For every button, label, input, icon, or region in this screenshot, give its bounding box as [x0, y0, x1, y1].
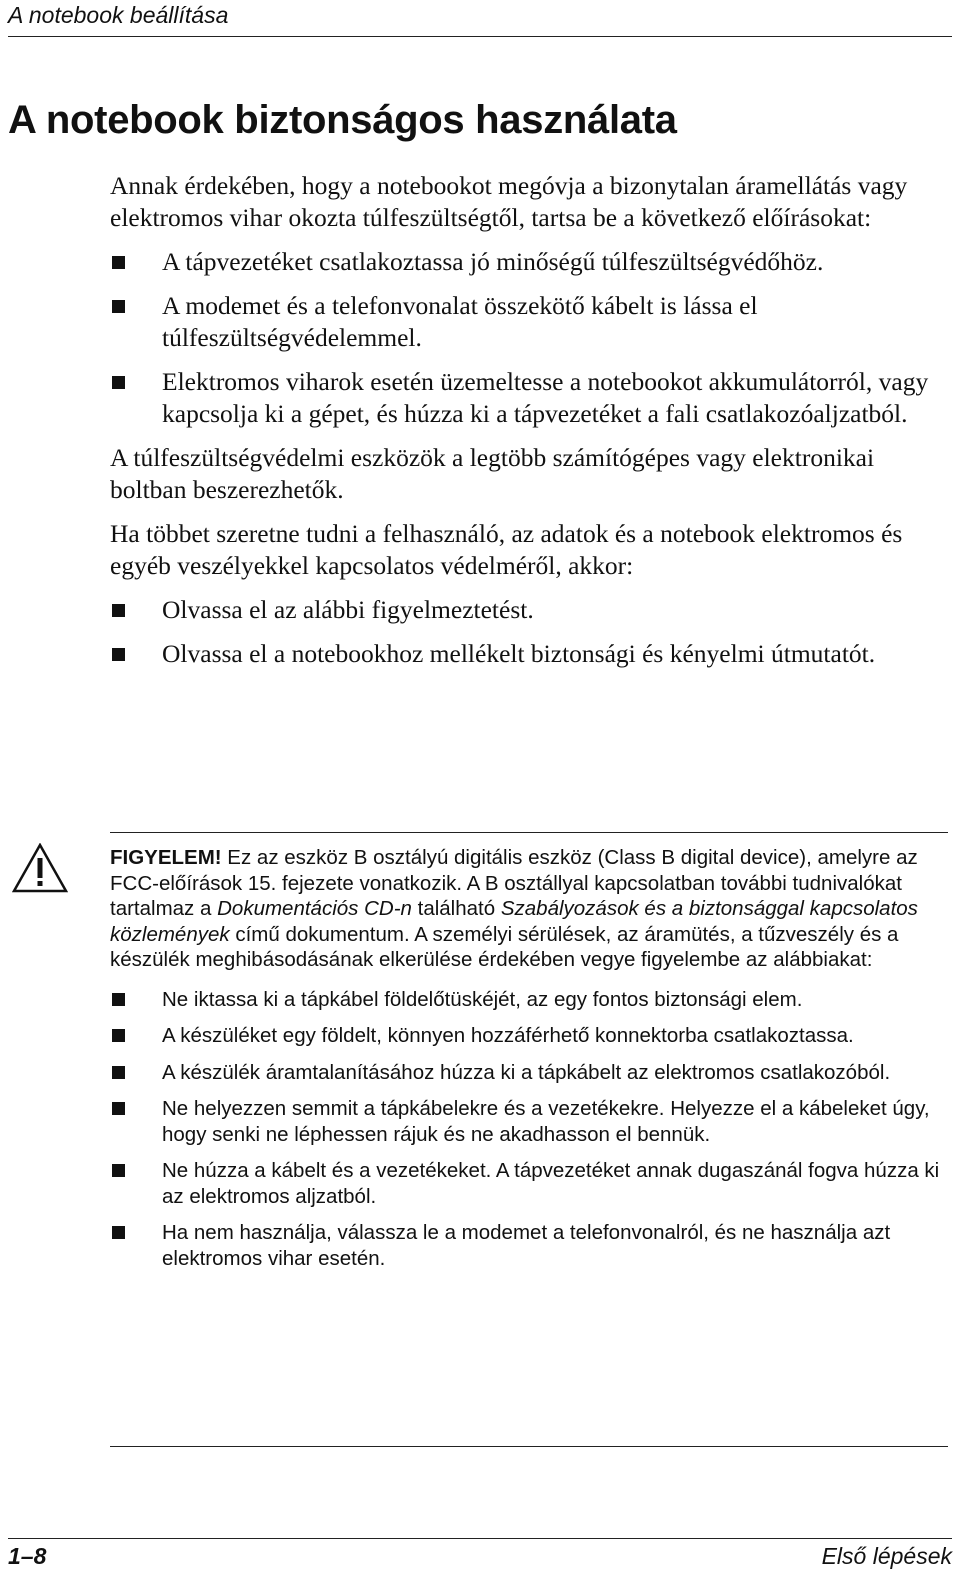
chapter-title: Első lépések — [821, 1543, 952, 1569]
intro-paragraph: Annak érdekében, hogy a notebookot megóvja a bizonytalan áramellátás vagy elektromos vihar okozta túlfeszültségtől, tartsa be a következő előírásokat: — [110, 171, 908, 232]
list-item: Elektromos viharok esetén üzemeltesse a notebookot akkumulátorról, vagy kapcsolja ki a gépet, és húzza ki a tápvezetéket a fali csatlakozóaljzatból. — [110, 366, 930, 430]
bullet-square-icon — [112, 1066, 125, 1079]
warning-bottom-rule — [110, 1446, 948, 1447]
bullet-square-icon — [112, 993, 125, 1006]
bullet-square-icon — [112, 648, 125, 661]
page-header — [8, 0, 952, 37]
main-body — [110, 170, 930, 682]
surge-protector-paragraph: A túlfeszültségvédelmi eszközök a legtöbb számítógépes vagy elektronikai boltban beszerezhetők. — [110, 443, 875, 504]
warning-top-rule — [110, 832, 948, 833]
list-item: A modemet és a telefonvonalat összekötő kábelt is lássa el túlfeszültségvédelemmel. — [110, 290, 930, 354]
bullet-square-icon — [112, 604, 125, 617]
warning-paragraph: FIGYELEM! Ez az eszköz B osztályú digitális eszköz (Class B digital device), amelyre az FCC-előírások 15. fejezete vonatkozik. A B osztállyal kapcsolatban további tudnivalókat tartalmaz a Dokumentációs CD-n található Szabályozások és a biztonsággal kapcsolatos közlemények című dokumentum. A személyi sérülések, az áramütés, a tűzveszély és a készülék meghibásodásának elkerülése érdekében vegye figyelembe az alábbiakat: — [110, 846, 918, 971]
running-head: A notebook beállítása — [8, 2, 229, 28]
bullet-square-icon — [112, 1226, 125, 1239]
doc-cd-reference: Dokumentációs CD-n — [217, 897, 412, 920]
warning-triangle-icon — [12, 843, 68, 893]
more-info-paragraph: Ha többet szeretne tudni a felhasználó, az adatok és a notebook elektromos és egyéb veszélyekkel kapcsolatos védelméről, akkor: — [110, 519, 903, 580]
regulatory-notices-reference: Szabályozások és a biztonsággal kapcsolatos közlemények — [110, 897, 918, 946]
list-item: A készülék áramtalanításához húzza ki a tápkábelt az elektromos csatlakozóból. — [110, 1060, 950, 1086]
list-item: Ne helyezzen semmit a tápkábelekre és a vezetékekre. Helyezze el a kábeleket úgy, hogy senki ne léphessen rájuk és ne akadhasson el bennük. — [110, 1096, 950, 1147]
bullet-square-icon — [112, 1029, 125, 1042]
warning-block — [110, 845, 950, 1282]
more-info-list — [110, 594, 930, 670]
page-title: A notebook biztonságos használata — [8, 98, 677, 142]
warning-label: FIGYELEM! — [110, 846, 222, 869]
list-item: A készüléket egy földelt, könnyen hozzáférhető konnektorba csatlakoztassa. — [110, 1023, 950, 1049]
precautions-list — [110, 246, 930, 430]
bullet-square-icon — [112, 376, 125, 389]
list-item: Olvassa el a notebookhoz mellékelt biztonsági és kényelmi útmutatót. — [110, 638, 930, 670]
bullet-square-icon — [112, 1164, 125, 1177]
page-number: 1–8 — [8, 1543, 47, 1569]
bullet-square-icon — [112, 1102, 125, 1115]
bullet-square-icon — [112, 300, 125, 313]
list-item: Ne iktassa ki a tápkábel földelőtüskéjét, az egy fontos biztonsági elem. — [110, 987, 950, 1013]
page-footer — [8, 1538, 952, 1569]
list-item: Ha nem használja, válassza le a modemet a telefonvonalról, és ne használja azt elektromos vihar esetén. — [110, 1220, 950, 1271]
list-item: Ne húzza a kábelt és a vezetékeket. A tápvezetéket annak dugaszánál fogva húzza ki az elektromos aljzatból. — [110, 1158, 950, 1209]
list-item: Olvassa el az alábbi figyelmeztetést. — [110, 594, 930, 626]
bullet-square-icon — [112, 256, 125, 269]
list-item: A tápvezetéket csatlakoztassa jó minőségű túlfeszültségvédőhöz. — [110, 246, 930, 278]
warning-list — [110, 987, 950, 1272]
